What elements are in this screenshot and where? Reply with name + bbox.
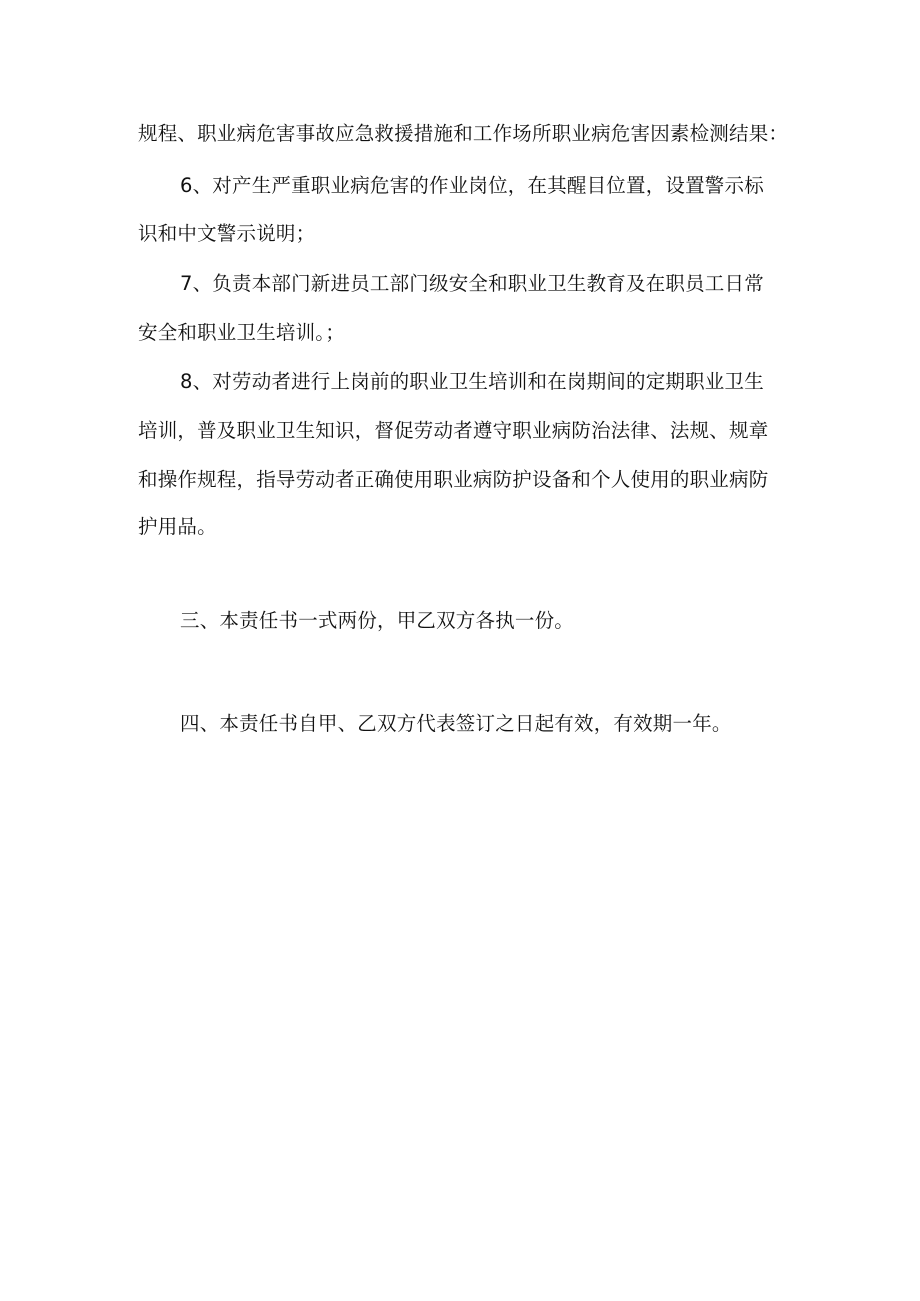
- text-line-6: 8、对劳动者进行上岗前的职业卫生培训和在岗期间的定期职业卫生: [180, 370, 764, 393]
- text-line-2: 6、对产生严重职业病危害的作业岗位，在其醒目位置，设置警示标: [180, 174, 764, 197]
- text-line-4: 7、负责本部门新进员工部门级安全和职业卫生教育及在职员工日常: [180, 272, 764, 295]
- text-line-1: 规程、职业病危害事故应急救援措施和工作场所职业病危害因素检测结果：: [138, 122, 789, 145]
- text-line-10: 三、本责任书一式两份，甲乙双方各执一份。: [180, 609, 575, 632]
- text-line-3: 识和中文警示说明；: [138, 222, 316, 245]
- text-line-9: 护用品。: [138, 515, 217, 538]
- text-line-7: 培训，普及职业卫生知识，督促劳动者遵守职业病防治法律、法规、规章: [138, 419, 769, 442]
- text-line-11: 四、本责任书自甲、乙双方代表签订之日起有效，有效期一年。: [180, 712, 732, 735]
- text-line-8: 和操作规程，指导劳动者正确使用职业病防护设备和个人使用的职业病防: [138, 468, 769, 491]
- text-line-5: 安全和职业卫生培训。；: [138, 321, 345, 344]
